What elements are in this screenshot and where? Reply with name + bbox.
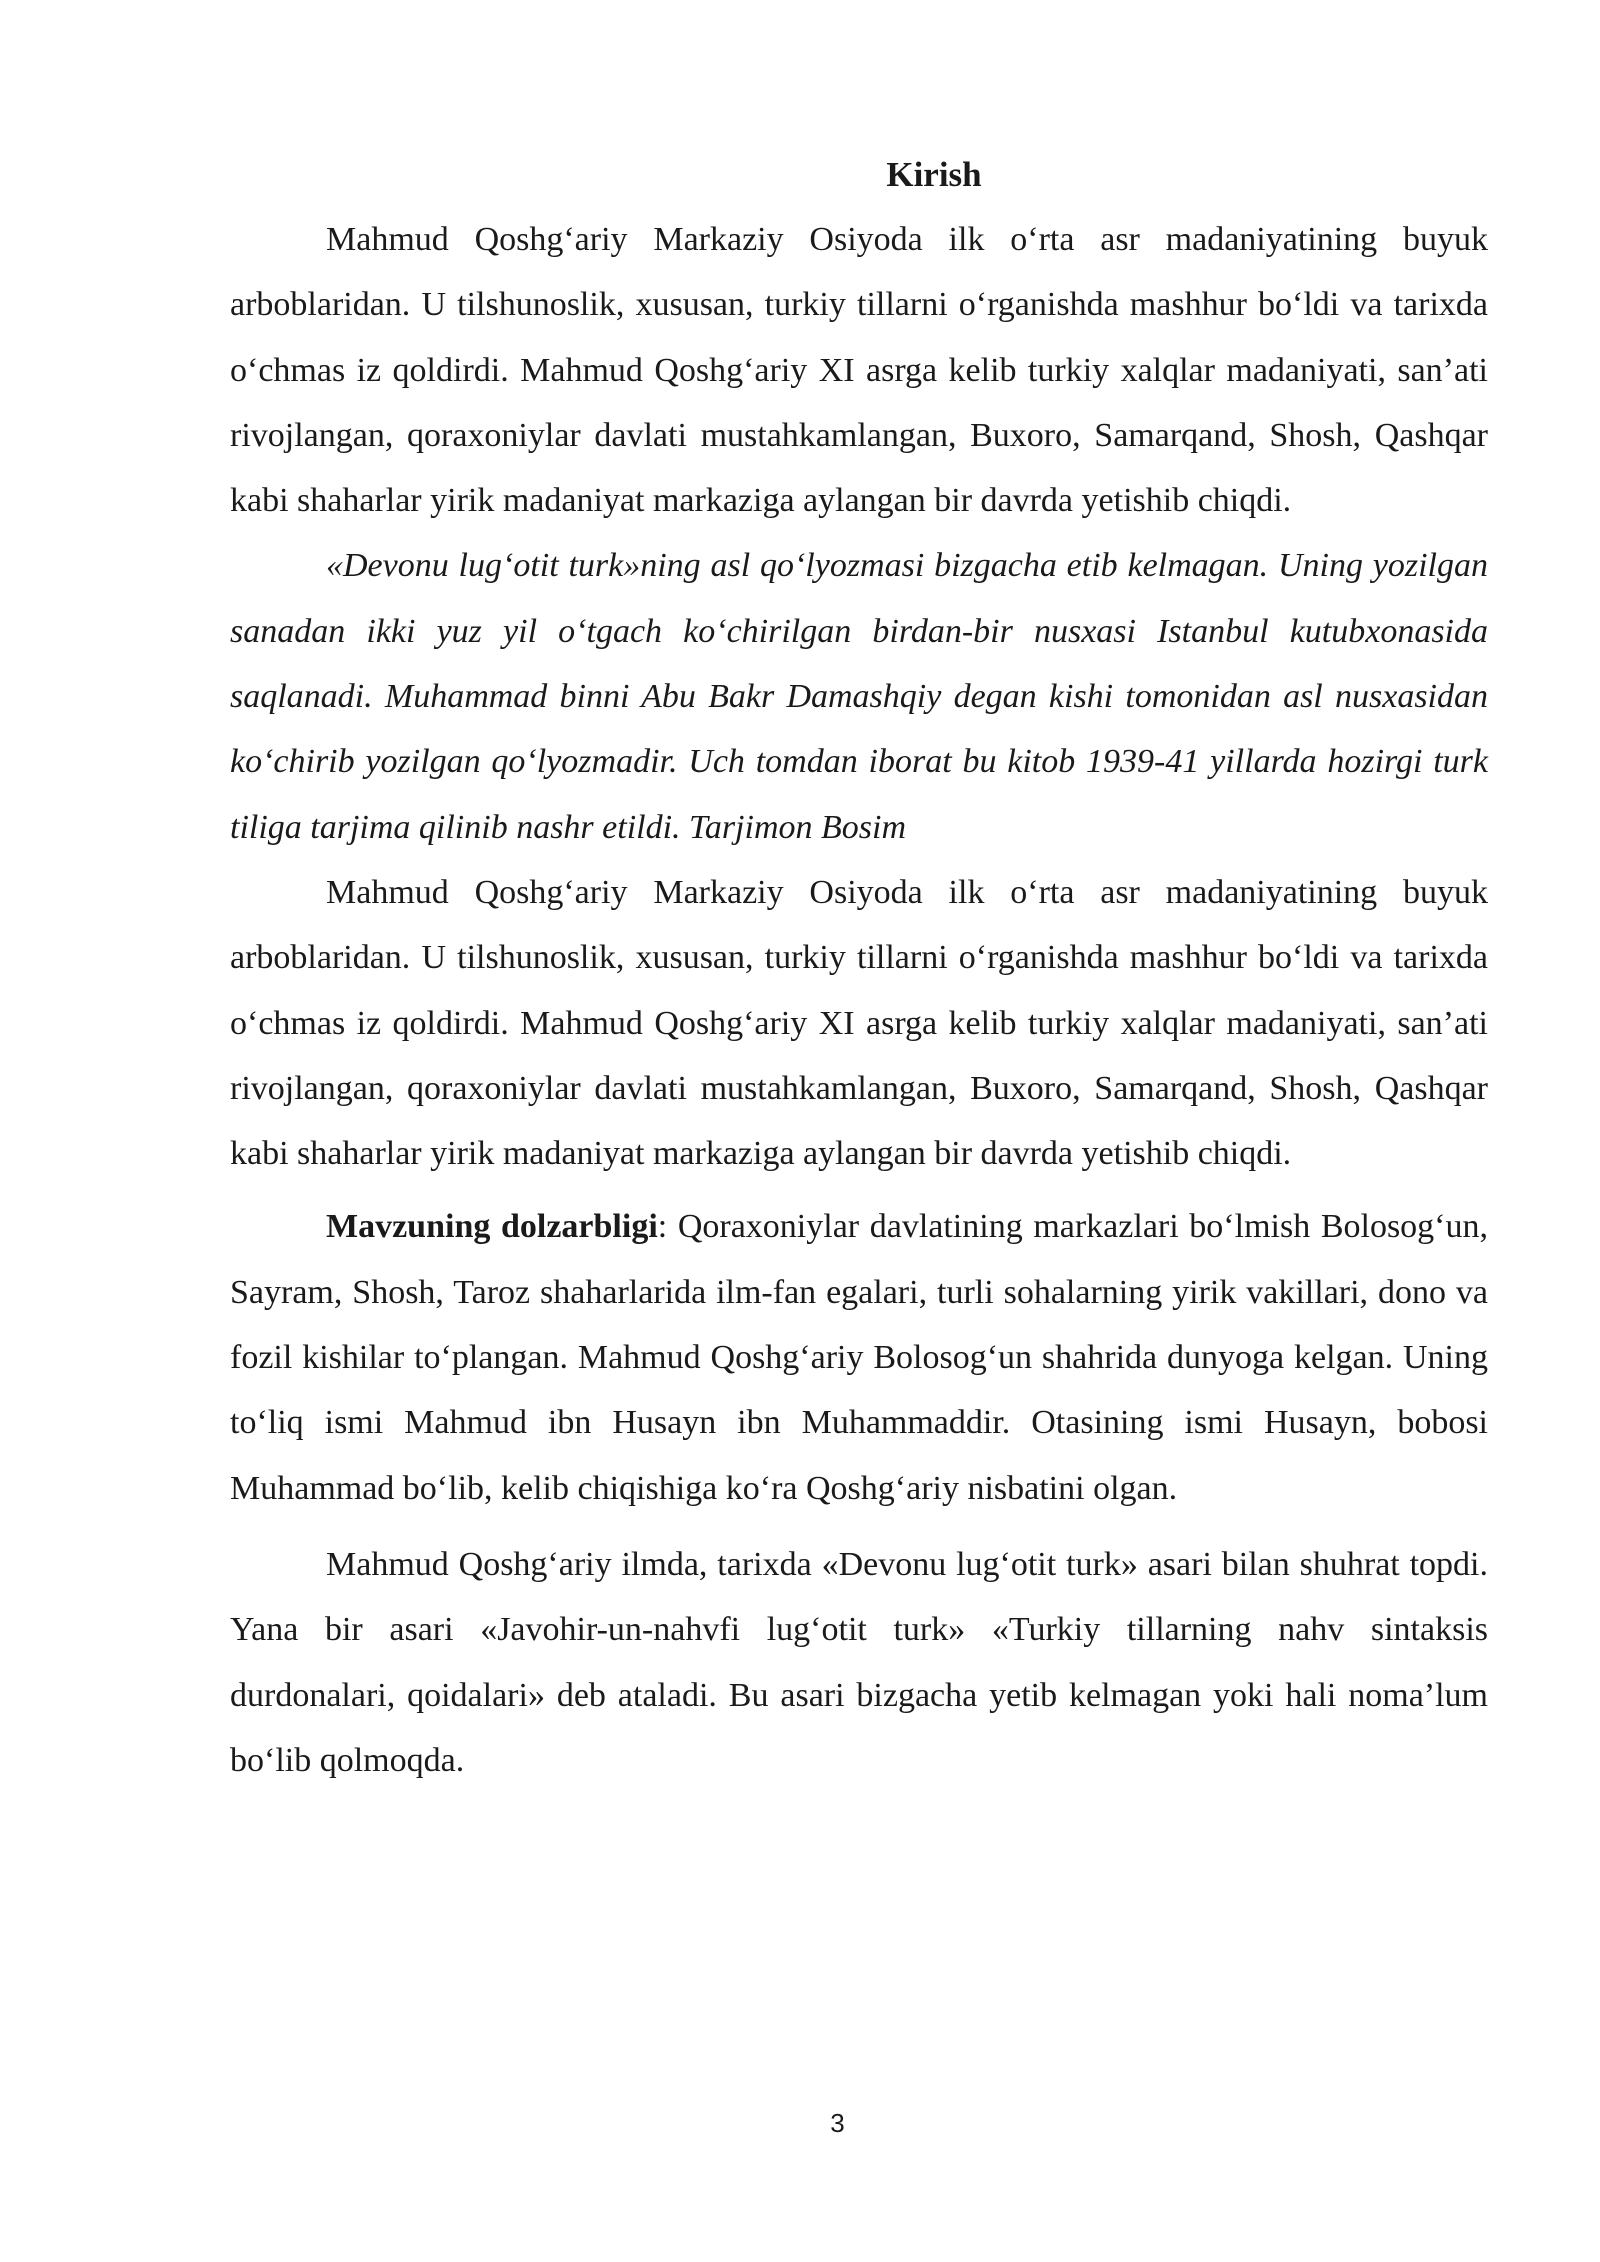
paragraph-relevance bbox=[230, 1194, 1488, 1520]
relevance-heading: Mavzuning dolzarbligi bbox=[326, 1208, 658, 1246]
paragraph-works: Mahmud Qoshg‘ariy ilmda, tarixda «Devonu lug‘otit turk» asari bilan shuhrat topdi. Yana bir asari «Javohir-un-nahvfi lug‘otit turk» «Turkiy tillarning nahv sintaksis durdonalari, qoidalari» deb ataladi. Bu asari bizgacha yetib kelmagan yoki hali noma’lum bo‘lib qolmoqda. bbox=[230, 1545, 1488, 1779]
page-title: Kirish bbox=[886, 155, 982, 194]
paragraph-intro: Mahmud Qoshg‘ariy Markaziy Osiyoda ilk o‘rta asr madaniyatining buyuk arboblaridan. U tilshunoslik, xususan, turkiy tillarni o‘rganishda mashhur bo‘ldi va tarixda o‘chmas iz qoldirdi. Mahmud Qoshg‘ariy XI asrga kelib turkiy xalqlar madaniyati, san’ati rivojlangan, qoraxoniylar davlati mustahkamlangan, Buxoro, Samarqand, Shosh, Qashqar kabi shaharlar yirik madaniyat markaziga aylangan bir davrda yetishib chiqdi. bbox=[230, 221, 1488, 520]
paragraph-intro-repeat: Mahmud Qoshg‘ariy Markaziy Osiyoda ilk o‘rta asr madaniyatining buyuk arboblaridan. U tilshunoslik, xususan, turkiy tillarni o‘rganishda mashhur bo‘ldi va tarixda o‘chmas iz qoldirdi. Mahmud Qoshg‘ariy XI asrga kelib turkiy xalqlar madaniyati, san’ati rivojlangan, qoraxoniylar davlati mustahkamlangan, Buxoro, Samarqand, Shosh, Qashqar kabi shaharlar yirik madaniyat markaziga aylangan bir davrda yetishib chiqdi. bbox=[230, 873, 1488, 1173]
page-number: 3 bbox=[830, 2108, 845, 2138]
document-page bbox=[230, 142, 1488, 1793]
relevance-text: : Qoraxoniylar davlatining markazlari bo‘lmish Bolosog‘un, Sayram, Shosh, Taroz shaharlarida ilm-fan egalari, turli sohalarning yirik vakillari, dono va fozil kishilar to‘plangan. Mahmud Qoshg‘ariy Bolosog‘un shahrida dunyoga kelgan. Uning to‘liq ismi Mahmud ibn Husayn ibn Muhammaddir. Otasining ismi Husayn, bobosi Muhammad bo‘lib, kelib chiqishiga ko‘ra Qoshg‘ariy nisbatini olgan. bbox=[230, 1208, 1488, 1507]
paragraph-manuscript: «Devonu lug‘otit turk»ning asl qo‘lyozmasi bizgacha etib kelmagan. Uning yozilgan sanadan ikki yuz yil o‘tgach ko‘chirilgan birdan-bir nusxasi Istanbul kutubxonasida saqlanadi. Muhammad binni Abu Bakr Damashqiy degan kishi tomonidan asl nusxasidan ko‘chirib yozilgan qo‘lyozmadir. Uch tomdan iborat bu kitob 1939-41 yillarda hozirgi turk tiliga tarjima qilinib nashr etildi. Tarjimon Bosim bbox=[230, 547, 1488, 846]
